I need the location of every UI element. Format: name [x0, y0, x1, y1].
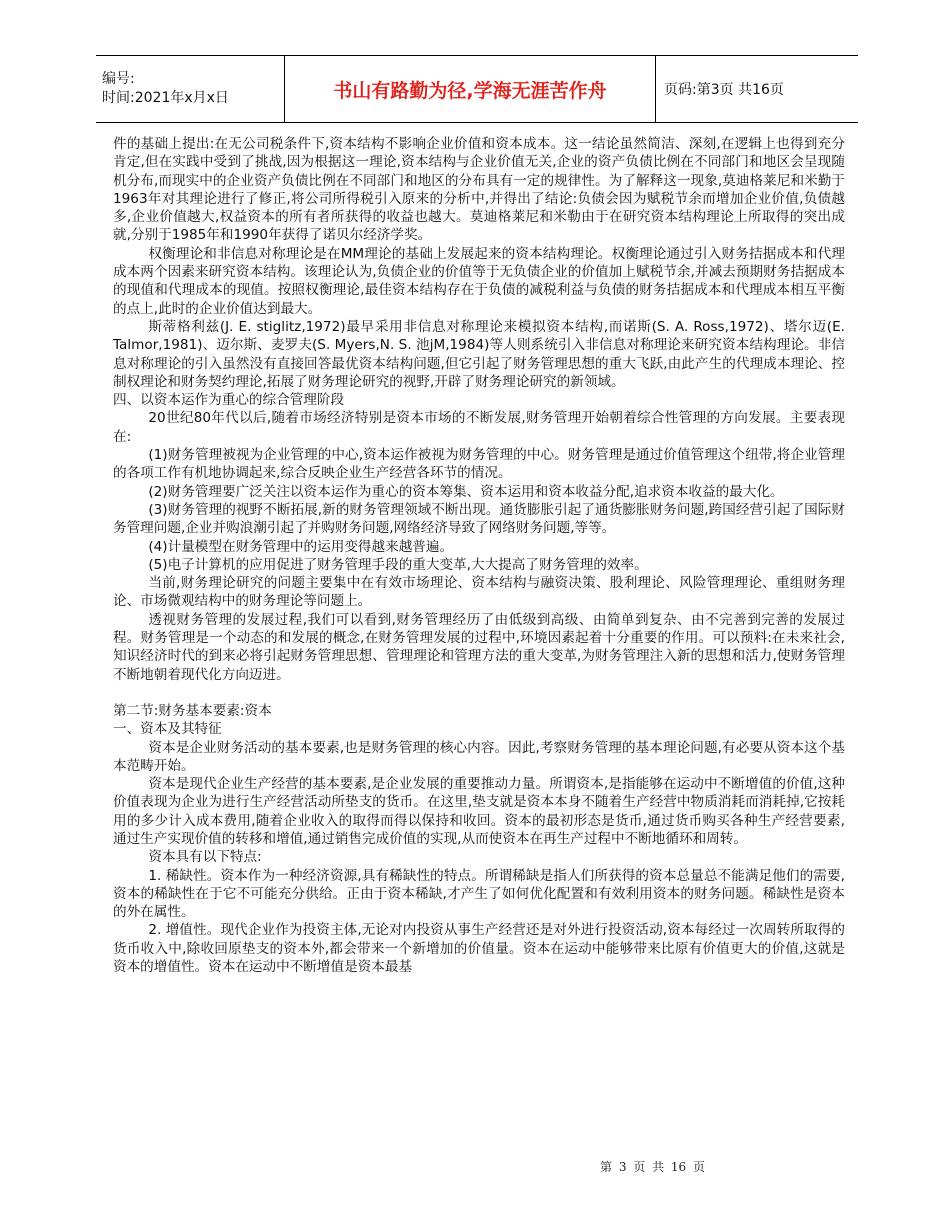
paragraph: 资本是现代企业生产经营的基本要素,是企业发展的重要推动力量。所谓资本,是指能够在运动中不断增值的价值,这种价值表现为企业为进行生产经营活动所垫支的货币。在这里,垫支就是资本本身不随着生产经营中物质消耗而消耗掉,它按耗用的多少计入成本费用,随着企业收入的取得而得以保持和收回。资本的最初形态是货币,通过货币购买各种生产经营要素,通过生产实现价值的转移和增值,通过销售完成价值的实现,从而使资本在再生产过程中不断地循环和周转。: [113, 776, 845, 847]
number-label: 编号:: [102, 71, 135, 87]
list-item: (4)计量模型在财务管理中的运用变得越来越普遍。: [148, 538, 454, 555]
chapter-heading: 第二节:财务基本要素:资本: [113, 702, 272, 719]
time-label: 时间:2021年x月x日: [102, 90, 229, 106]
list-item: 1. 稀缺性。资本作为一种经济资源,具有稀缺性的特点。所谓稀缺是指人们所获得的资本总量总不能满足他们的需要,资本的稀缺性在于它不可能充分供给。正由于资本稀缺,才产生了如何优化配置和有效利用资本的财务问题。稀缺性是资本的外在属性。: [113, 867, 845, 921]
paragraph: 透视财务管理的发展过程,我们可以看到,财务管理经历了由低级到高级、由简单到复杂、由不完善到完善的发展过程。财务管理是一个动态的和发展的概念,在财务管理发展的过程中,环境因素起着十分重要的作用。可以预料:在未来社会,知识经济时代的到来必将引起财务管理思想、管理理论和管理方法的重大变革,为财务管理注入新的思想和活力,使财务管理不断地朝着现代化方向迈进。: [113, 611, 845, 683]
header-page-info: [656, 56, 858, 122]
list-item: (2)财务管理要广泛关注以资本运作为重心的资本筹集、资本运用和资本收益分配,追求资本收益的最大化。: [148, 483, 784, 500]
section-heading: 四、以资本运作为重心的综合管理阶段: [113, 392, 345, 409]
header-left: [96, 56, 284, 122]
paragraph: 资本是企业财务活动的基本要素,也是财务管理的核心内容。因此,考察财务管理的基本理论问题,有必要从资本这个基本范畴开始。: [113, 739, 845, 774]
list-item: (1)财务管理被视为企业管理的中心,资本运作被视为财务管理的中心。财务管理是通过价值管理这个纽带,将企业管理的各项工作有机地协调起来,综合反映企业生产经营各环节的情况。: [113, 447, 845, 482]
header-motto: [284, 56, 656, 122]
paragraph: 资本具有以下特点:: [148, 849, 262, 866]
document-body: [113, 135, 845, 976]
motto-text: 书山有路勤为径,学海无涯苦作舟: [333, 79, 607, 102]
paragraph: 件的基础上提出:在无公司税条件下,资本结构不影响企业价值和资本成本。这一结论虽然简洁、深刻,在逻辑上也得到充分肯定,但在实践中受到了挑战,因为根据这一理论,资本结构与企业价值无关,企业的资产负债比例在不同部门和地区会呈现随机分布,而现实中的企业资产负债比例在不同部门和地区的分布具有一定的规律性。为了解释这一现象,莫迪格莱尼和米勤于1963年对其理论进行了修正,将公司所得税引入原来的分析中,并得出了结论:负债会因为赋税节余而增加企业价值,负债越多,企业价值越大,权益资本的所有者所获得的收益也越大。莫迪格莱尼和米勒由于在研究资本结构理论上所取得的突出成就,分别于1985年和1990年获得了诺贝尔经济学奖。: [113, 136, 845, 244]
paragraph: 20世纪80年代以后,随着市场经济特别是资本市场的不断发展,财务管理开始朝着综合性管理的方向发展。主要表现在:: [113, 410, 845, 445]
section-heading: 一、资本及其特征: [113, 721, 222, 738]
list-item: 2. 增值性。现代企业作为投资主体,无论对内投资从事生产经营还是对外进行投资活动,资本每经过一次周转所取得的货币收入中,除收回原垫支的资本外,都会带来一个新增加的价值量。资本在运动中能够带来比原有价值更大的价值,这就是资本的增值性。资本在运动中不断增值是资本最基: [113, 922, 845, 976]
paragraph: 权衡理论和非信息对称理论是在MM理论的基础上发展起来的资本结构理论。权衡理论通过引入财务拮据成本和代理成本两个因素来研究资本结构。该理论认为,负债企业的价值等于无负债企业的价值加上赋税节余,并减去预期财务拮据成本的现值和代理成本的现值。按照权衡理论,最佳资本结构存在于负债的减税利益与负债的财务拮据成本和代理成本相互平衡的点上,此时的企业价值达到最大。: [113, 245, 845, 317]
paragraph: 斯蒂格利兹(J. E. stiglitz,1972)最早采用非信息对称理论来模拟资本结构,而诺斯(S. A. Ross,1972)、塔尔迈(E. Talmor,1981)、迈尔斯、麦罗夫(S. Myers,N. S. 池jM,1984)等人则系统引入非信息对称理论来研究资本结构理论。非信息对称理论的引入虽然没有直接回答最优资本结构问题,但它引起了财务管理思想的重大飞跃,由此产生的代理成本理论、控制权理论和财务契约理论,拓展了财务理论研究的视野,开辟了财务理论研究的新领域。: [113, 318, 845, 390]
list-item: (5)电子计算机的应用促进了财务管理手段的重大变革,大大提高了财务管理的效率。: [148, 556, 648, 573]
paragraph: 当前,财务理论研究的问题主要集中在有效市场理论、资本结构与融资决策、股利理论、风险管理理论、重组财务理论、市场微观结构中的财务理论等问题上。: [113, 575, 845, 610]
page-info-text: 页码:第3页 共16页: [664, 82, 784, 98]
page-header: [96, 55, 858, 123]
page-footer: 第 3 页 共 16 页: [600, 1160, 705, 1174]
list-item: (3)财务管理的视野不断拓展,新的财务管理领域不断出现。通货膨胀引起了通货膨胀财务问题,跨国经营引起了国际财务管理问题,企业并购浪潮引起了并购财务问题,网络经济导致了网络财务问题,等等。: [113, 501, 845, 537]
